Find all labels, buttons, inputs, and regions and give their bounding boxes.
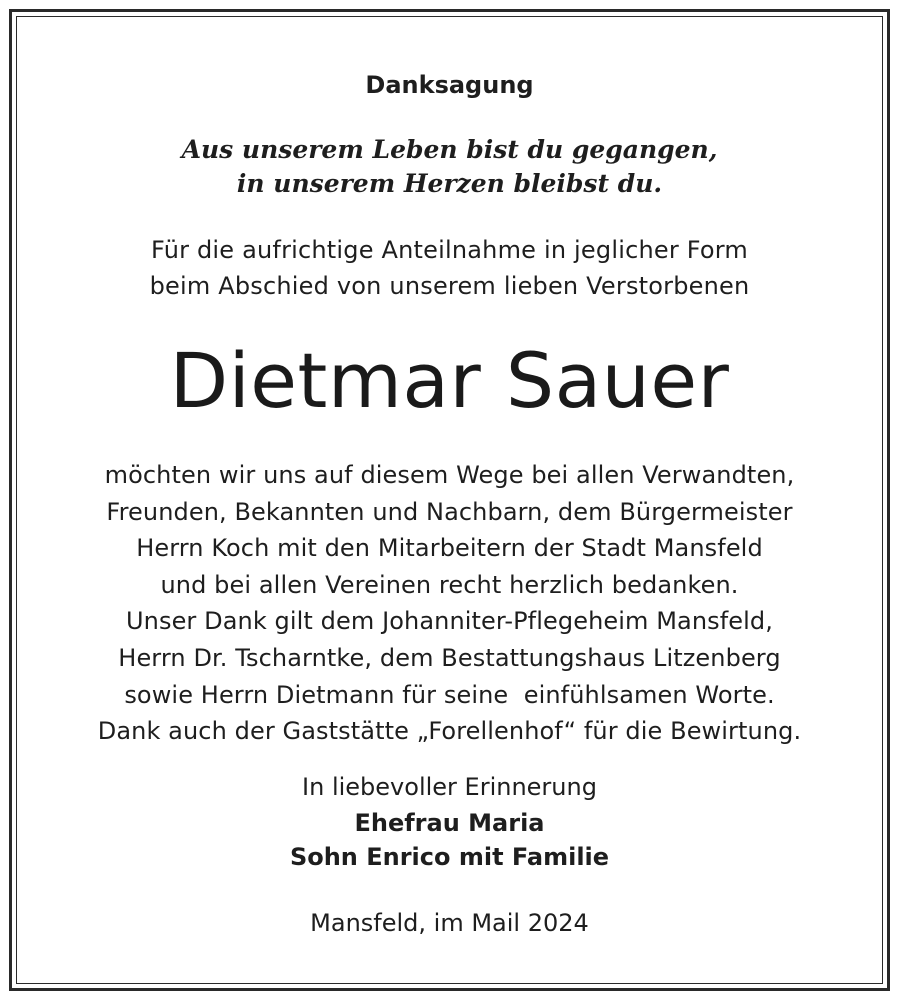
closing-phrase: In liebevoller Erinnerung xyxy=(302,773,597,801)
thanks-line: Herrn Dr. Tscharntke, dem Bestattungshaus Litzenberg xyxy=(118,643,781,672)
verse xyxy=(16,133,883,201)
thanks-line: Dank auch der Gaststätte „Forellenhof“ für die Bewirtung. xyxy=(97,717,802,746)
thanks-line: sowie Herrn Dietmann für seine einfühlsamen Worte. xyxy=(124,680,775,709)
thanks-text xyxy=(16,457,883,750)
intro-line: beim Abschied von unserem lieben Verstorbenen xyxy=(149,272,750,300)
signer-name: Ehefrau Maria xyxy=(354,809,545,837)
deceased-name: Dietmar Sauer xyxy=(169,336,730,425)
notice-heading: Danksagung xyxy=(365,71,534,99)
signers xyxy=(16,806,883,874)
signer-name: Sohn Enrico mit Familie xyxy=(289,843,610,871)
thanks-line: Freunden, Bekannten und Nachbarn, dem Bürgermeister xyxy=(106,497,793,526)
intro-line: Für die aufrichtige Anteilnahme in jeglicher Form xyxy=(151,236,748,264)
notice-content xyxy=(16,16,883,984)
thanks-line: möchten wir uns auf diesem Wege bei allen Verwandten, xyxy=(104,461,795,489)
place-date: Mansfeld, im Mail 2024 xyxy=(310,909,589,937)
intro-text xyxy=(16,232,883,304)
thanks-line: und bei allen Vereinen recht herzlich bedanken. xyxy=(160,570,739,599)
thanks-line: Herrn Koch mit den Mitarbeitern der Stadt Mansfeld xyxy=(136,534,763,563)
thanks-line: Unser Dank gilt dem Johanniter-Pflegeheim Mansfeld, xyxy=(125,607,773,636)
verse-line: Aus unserem Leben bist du gegangen, xyxy=(181,135,718,164)
verse-line: in unserem Herzen bleibst du. xyxy=(236,169,663,198)
